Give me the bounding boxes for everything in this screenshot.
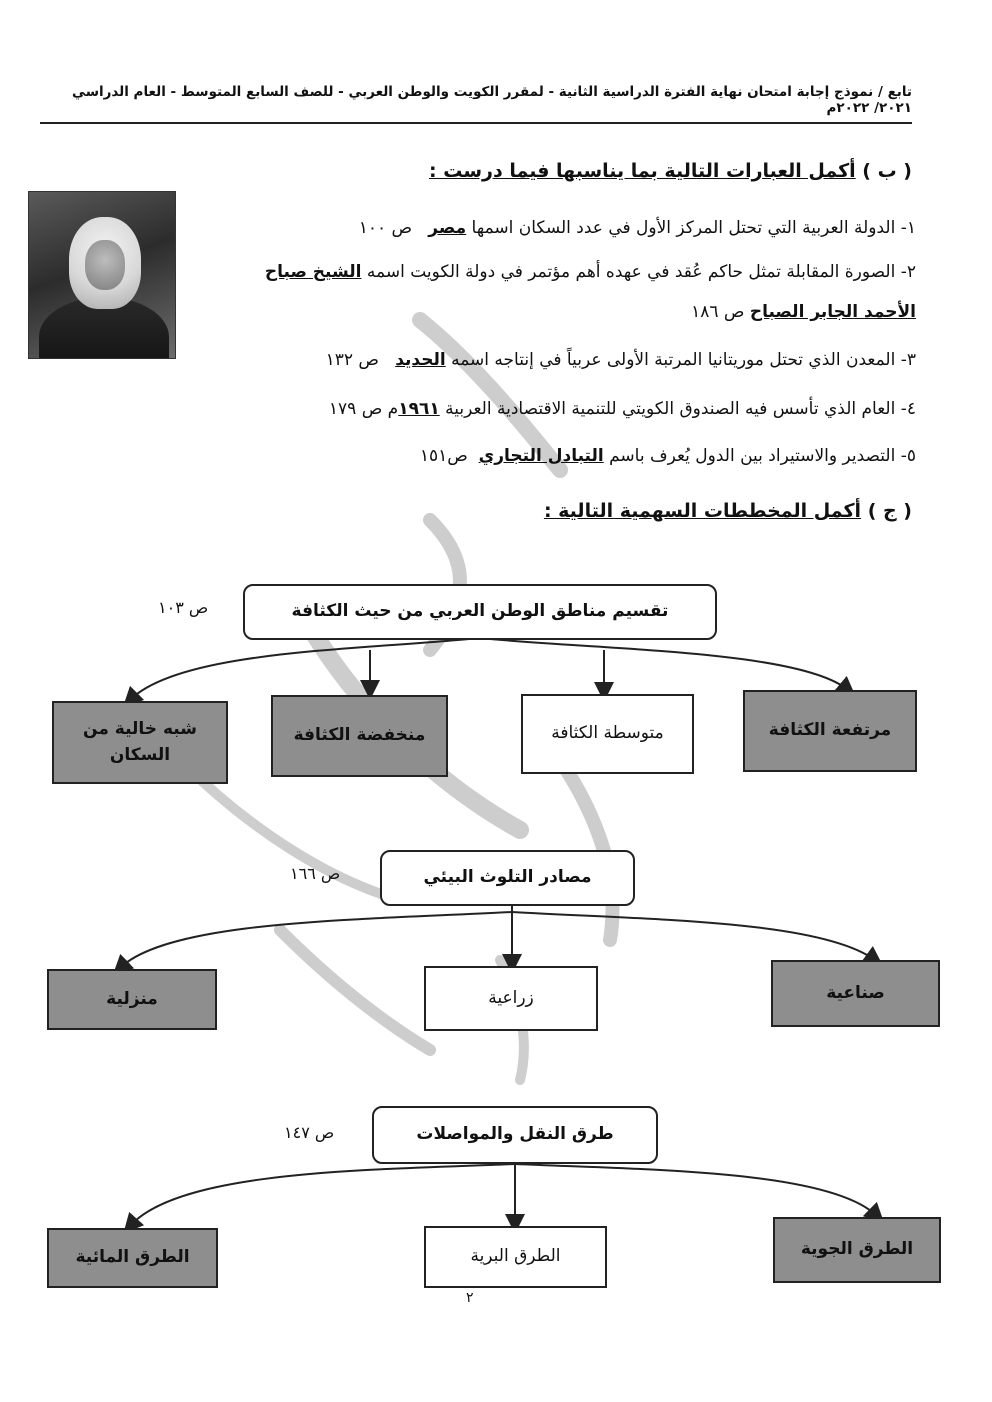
item-5-answer: التبادل التجاري	[478, 446, 604, 466]
item-5-text: ٥- التصدير والاستيراد بين الدول يُعرف باسم	[609, 446, 916, 466]
item-5-page: ص١٥١	[419, 446, 468, 466]
item-4-page: ص ١٧٩	[328, 399, 383, 419]
d2-page: ص ١٦٦	[290, 864, 341, 883]
d3-root-box: طرق النقل والمواصلات	[372, 1106, 658, 1164]
d1-arrow-right	[480, 638, 848, 690]
d2-child-3: منزلية	[47, 969, 217, 1030]
d3-arrow-right	[515, 1164, 877, 1216]
d2-root-box: مصادر التلوث البيئي	[380, 850, 635, 906]
d1-child-4: شبه خالية من السكان	[52, 701, 228, 784]
d2-child-2: زراعية	[424, 966, 598, 1031]
d1-child-2: متوسطة الكثافة	[521, 694, 694, 774]
d1-child-1: مرتفعة الكثافة	[743, 690, 917, 772]
section-b-heading: أكمل العبارات التالية بما يناسبها فيما درست :	[429, 160, 856, 182]
d2-arrow-right	[512, 912, 875, 960]
item-2-answer: الشيخ صباح	[264, 262, 362, 282]
section-c-heading: أكمل المخططات السهمية التالية :	[543, 500, 862, 522]
item-2-text: ٢- الصورة المقابلة تمثل حاكم عُقد في عهده أهم مؤتمر في دولة الكويت اسمه	[366, 262, 916, 282]
d1-child-3: منخفضة الكثافة	[271, 695, 448, 777]
section-c-prefix: ( ج )	[867, 500, 912, 522]
item-3-text: ٣- المعدن الذي تحتل موريتانيا المرتبة الأولى عربياً في إنتاجه اسمه	[451, 350, 916, 370]
item-2-answer-2: الأحمد الجابر الصباح	[749, 302, 916, 322]
page-header: تابع / نموذج إجابة امتحان نهاية الفترة الدراسية الثانية - لمقرر الكويت والوطن العربي - للصف السابع المتوسط - العام الدراسي ٢٠٢١/ ٢٠٢٢م	[40, 84, 912, 124]
item-4-answer: ١٩٦١	[398, 399, 440, 419]
d2-child-1: صناعية	[771, 960, 940, 1027]
page-number: ٢	[466, 1290, 474, 1306]
d3-child-1: الطرق الجوية	[773, 1217, 941, 1283]
item-1-answer: مصر	[428, 218, 467, 238]
item-1-text: ١- الدولة العربية التي تحتل المركز الأول في عدد السكان اسمها	[471, 218, 916, 238]
item-2-page: ص ١٨٦	[691, 302, 745, 322]
d1-page: ص ١٠٣	[158, 598, 209, 617]
d2-arrow-left	[120, 912, 512, 968]
d3-page: ص ١٤٧	[284, 1123, 335, 1142]
item-3-answer: الحديد	[395, 350, 446, 370]
item-4-text: ٤- العام الذي تأسس فيه الصندوق الكويتي للتنمية الاقتصادية العربية	[445, 399, 916, 419]
item-1-page: ص ١٠٠	[358, 218, 413, 238]
item-4-suffix: م	[387, 399, 399, 419]
d1-root-box: تقسيم مناطق الوطن العربي من حيث الكثافة	[243, 584, 717, 640]
d1-arrow-left	[130, 638, 480, 700]
section-b-prefix: ( ب )	[862, 160, 912, 182]
item-3-page: ص ١٣٢	[325, 350, 379, 370]
d3-arrow-left	[130, 1164, 515, 1226]
d3-child-2: الطرق البرية	[424, 1226, 607, 1288]
d3-child-3: الطرق المائية	[47, 1228, 218, 1288]
